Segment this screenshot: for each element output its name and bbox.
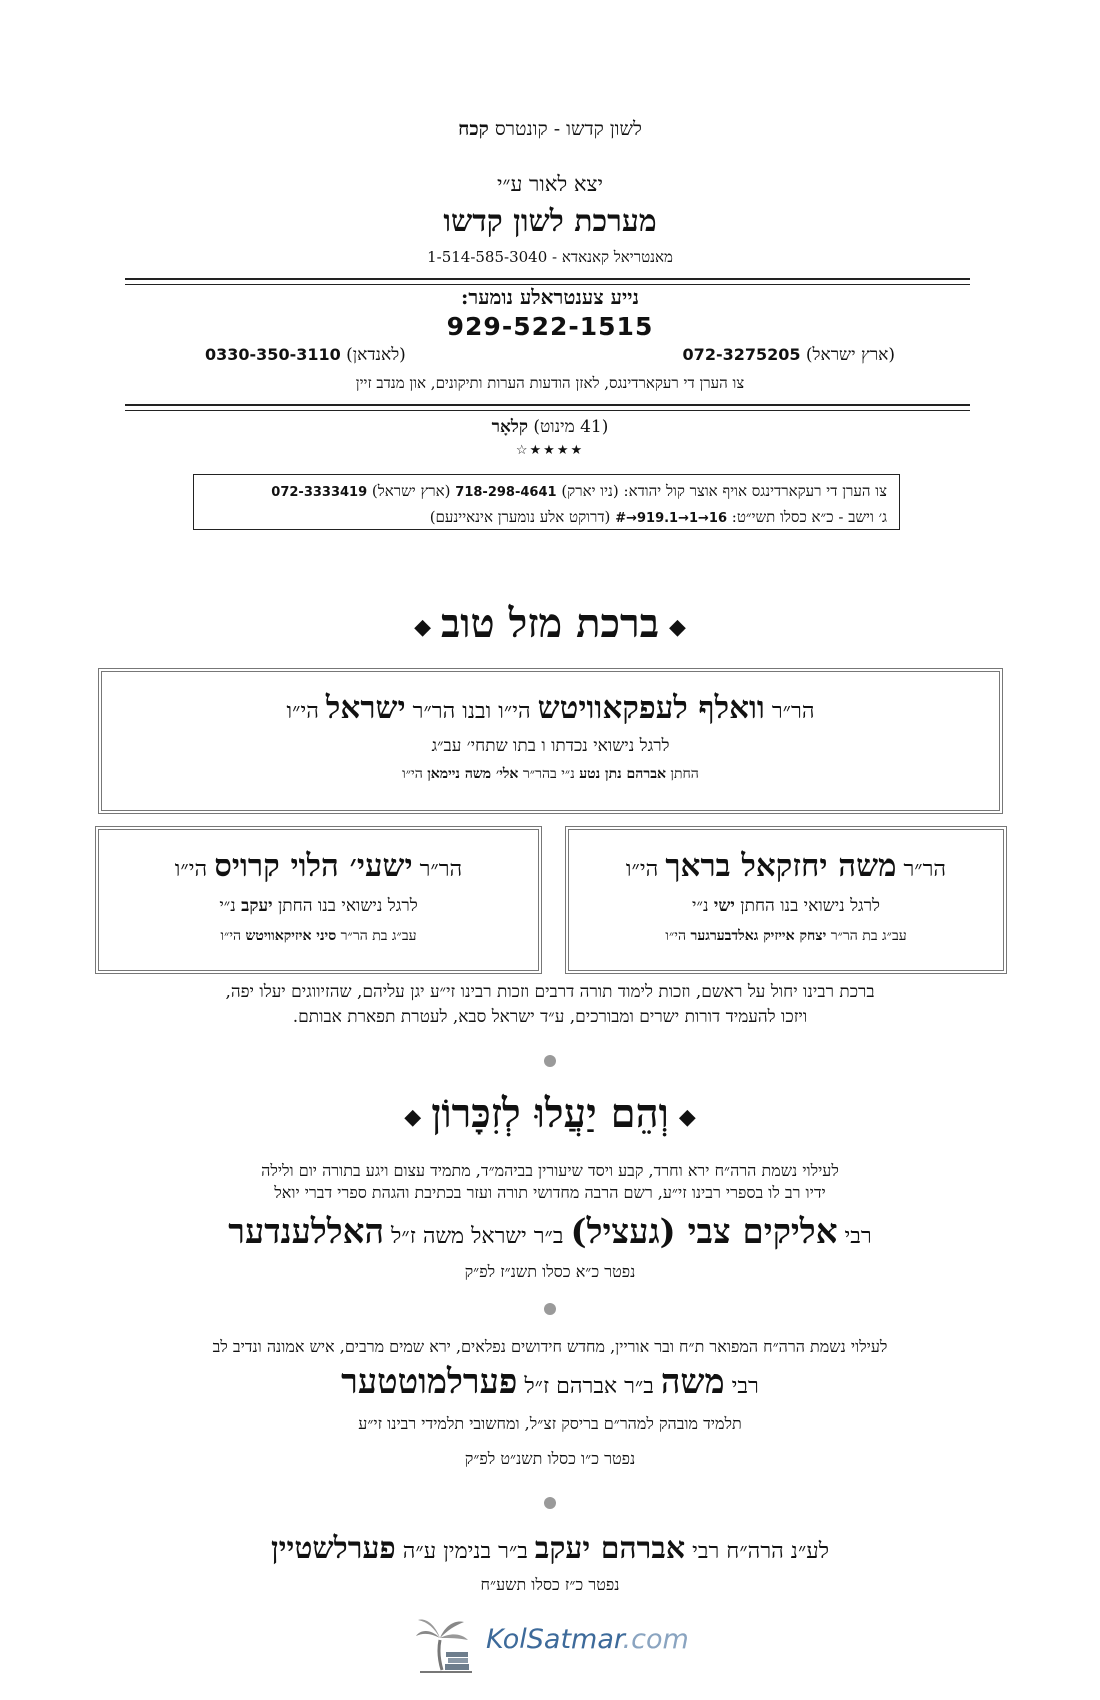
blessing-text [150,980,950,1030]
bullet-icon: ◆ [678,1104,696,1130]
chatan-line [102,766,999,783]
text: החתן [665,766,699,782]
title-prefix: הי״ו ובנו הר״ר [405,699,538,724]
published-by: יצא לאור ע״י [497,172,603,196]
title-prefix: הר״ר [412,857,463,882]
info-text: (דרוקט אלע נומערן אינאיינעם) [429,508,616,526]
text: הי״ו [665,928,691,944]
text: נ״י [219,896,242,916]
text: נ״י בהר״ר [518,766,580,782]
bullet-icon: ◆ [414,614,432,640]
text: לע״נ הרה״ח רבי [685,1539,830,1564]
text: לרגל נישואי בנו החתן [272,896,418,916]
name: יצחק אייזיק גאלדבערגער [690,928,827,944]
mazel-tov-right-card [565,826,1007,974]
memorial-2-subtext: תלמיד מובהק למהר״ם בריסק זצ״ל, ומחשובי תלמידי רבינו זי״ע [358,1414,742,1433]
logo-text [486,1624,689,1655]
occasion [569,896,1003,916]
divider [125,278,970,285]
mazel-tov-title [0,600,1100,647]
kallah-line [569,928,1003,945]
dial-path: #→919.1→1→16 [615,511,728,526]
duration: (41 מינוט) [533,417,609,437]
title-suffix: הי״ו [174,857,215,882]
text: רבי [724,1374,759,1399]
memorial-1-name [0,1212,1100,1252]
kolsatmar-logo[interactable] [412,1610,692,1674]
memorial-3-name [0,1531,1100,1566]
memorial-2-name [0,1362,1100,1402]
organization-name: מערכת לשון קדשו [443,204,657,239]
memorial-line: ידיו רב לו בספרי רבינו זי״ע, רשם הרבה מחדושי תורה ועזר בכתיבת והגהת ספרי דברי יואל [274,1183,826,1202]
name: ישעי׳ הלוי קרויס [214,848,413,884]
separator-dot [544,1497,556,1509]
star-rating: ★★★★☆ [515,443,585,458]
memorial-title [0,1090,1100,1137]
name: אלי׳ משה ניימאן [427,766,519,782]
name: ישי [713,896,735,916]
phone-london-label: (לאנדאן) [346,345,406,365]
name: משה [660,1362,725,1402]
main-card-names [102,690,999,726]
name: משה יחזקאל בראך [665,848,897,884]
bullet-icon: ◆ [404,1104,422,1130]
name: אליקים צבי (געציל) [570,1212,838,1252]
name: סיני איזיקאוויטש [245,928,337,944]
series-title [0,118,1100,141]
memorial-3-date: נפטר כ״ז כסלו תשע״ח [480,1575,620,1594]
name: ישראל [325,690,406,726]
new-central-number: 929-522-1515 [446,312,654,341]
booklet-number: קכח [458,118,489,140]
title-prefix: הר״ר [764,699,815,724]
name: האללענדער [228,1212,385,1252]
city-phone: מאנטריאל קאנאדא - 1-514-585-3040 [427,248,673,266]
blessing-line: ויזכו להעמיד דורות ישרים ומבורכים, ע״ד ישראל סבא, לעטרת תפארת אבותם. [292,1007,808,1027]
memorial-title-text: וְהֵם יַעֲלוּ לְזִכָּרוֹן [431,1090,669,1137]
name: יעקב [241,896,273,916]
kallah-line [99,928,538,945]
duration-clarity [0,417,1100,437]
name: פערלמוטטער [341,1362,518,1402]
occasion [99,896,538,916]
text: הי״ו [402,766,428,782]
memorial-2-text: לעילוי נשמת הרה״ח המפואר ת״ח ובר אוריין, מחדש חידושים נפלאים, ירא שמים מרבים, איש אמונה ונדיב לב [212,1337,888,1356]
occasion: לרגל נישואי נכדתו ו בתו שתחי׳ עב״ג [431,736,670,756]
separator-dot [544,1055,556,1067]
info-box [193,474,900,530]
recordings-note: צו הערן די רעקארדינגס, לאזן הודעות הערות ותיקונים, און מנדב זיין [355,374,745,392]
phone-london [205,345,406,365]
name: אברהם יעקב [534,1531,686,1566]
memorial-1-text [0,1160,1100,1204]
name: וואלף לעפקאוויטש [537,690,765,726]
logo-main: KolSatmar [486,1624,623,1655]
text: רבי [837,1224,872,1249]
title-suffix: הי״ו [625,857,666,882]
bullet-icon: ◆ [668,614,686,640]
info-line-1 [206,479,887,505]
palm-tree-books-icon [412,1610,476,1674]
text: הי״ו [220,928,246,944]
il-number: 072-3333419 [271,485,368,500]
memorial-2-date: נפטר כ״ו כסלו תשנ״ט לפ״ק [464,1449,636,1468]
title-suffix: הי״ו [286,699,326,724]
info-text: ג׳ וישב - כ״א כסלו תשי״ט: [727,508,887,526]
phone-israel-number: 072-3275205 [682,345,801,364]
name: פערלשטיין [270,1531,396,1566]
logo-suffix: .com [622,1624,689,1655]
info-text: (ארץ ישראל) [367,482,456,500]
text: לרגל נישואי בנו החתן [734,896,880,916]
new-central-label: נייע צענטראלע נומער: [461,285,639,309]
text: ב״ר בנימין ע״ה [395,1539,535,1564]
title-prefix: הר״ר [896,857,947,882]
name: אברהם נתן נטע [579,766,666,782]
phone-israel [683,345,895,365]
mazel-tov-title-text: ברכת מזל טוב [441,600,659,647]
memorial-1-date: נפטר כ״א כסלו תשנ״ז לפ״ק [464,1262,636,1281]
text: עב״ג בת הר״ר [336,928,417,944]
phone-london-number: 0330-350-3110 [205,345,341,364]
memorial-line: לעילוי נשמת הרה״ח ירא וחרד, קבע ויסד שיעורין בביהמ״ד, מתמיד עצום ויגע בתורה יום ולילה [261,1161,839,1180]
clarity-rating: קלאָר [491,417,528,437]
separator-dot [544,1303,556,1315]
card-name [99,848,538,884]
mazel-tov-left-card [95,826,542,974]
series-prefix: לשון קדשו - קונטרס [488,118,642,140]
text: ב״ר אברהם ז״ל [517,1374,661,1399]
text: עב״ג בת הר״ר [826,928,907,944]
text: ב״ר ישראל משה ז״ל [384,1224,571,1249]
info-line-2 [206,505,887,531]
blessing-line: ברכת רבינו יחול על ראשם, וזכות לימוד תורה דרבים וזכות רבינו זי״ע יגן עליהם, שהזיווגים יעלו יפה, [225,982,875,1002]
info-text: צו הערן די רעקארדינגס אויף אוצר קול יהודא: (ניו יארק) [556,482,887,500]
divider [125,404,970,411]
mazel-tov-main-card [98,668,1003,814]
text: נ״י [692,896,714,916]
ny-number: 718-298-4641 [455,485,557,500]
phone-israel-label: (ארץ ישראל) [805,345,895,365]
card-name [569,848,1003,884]
